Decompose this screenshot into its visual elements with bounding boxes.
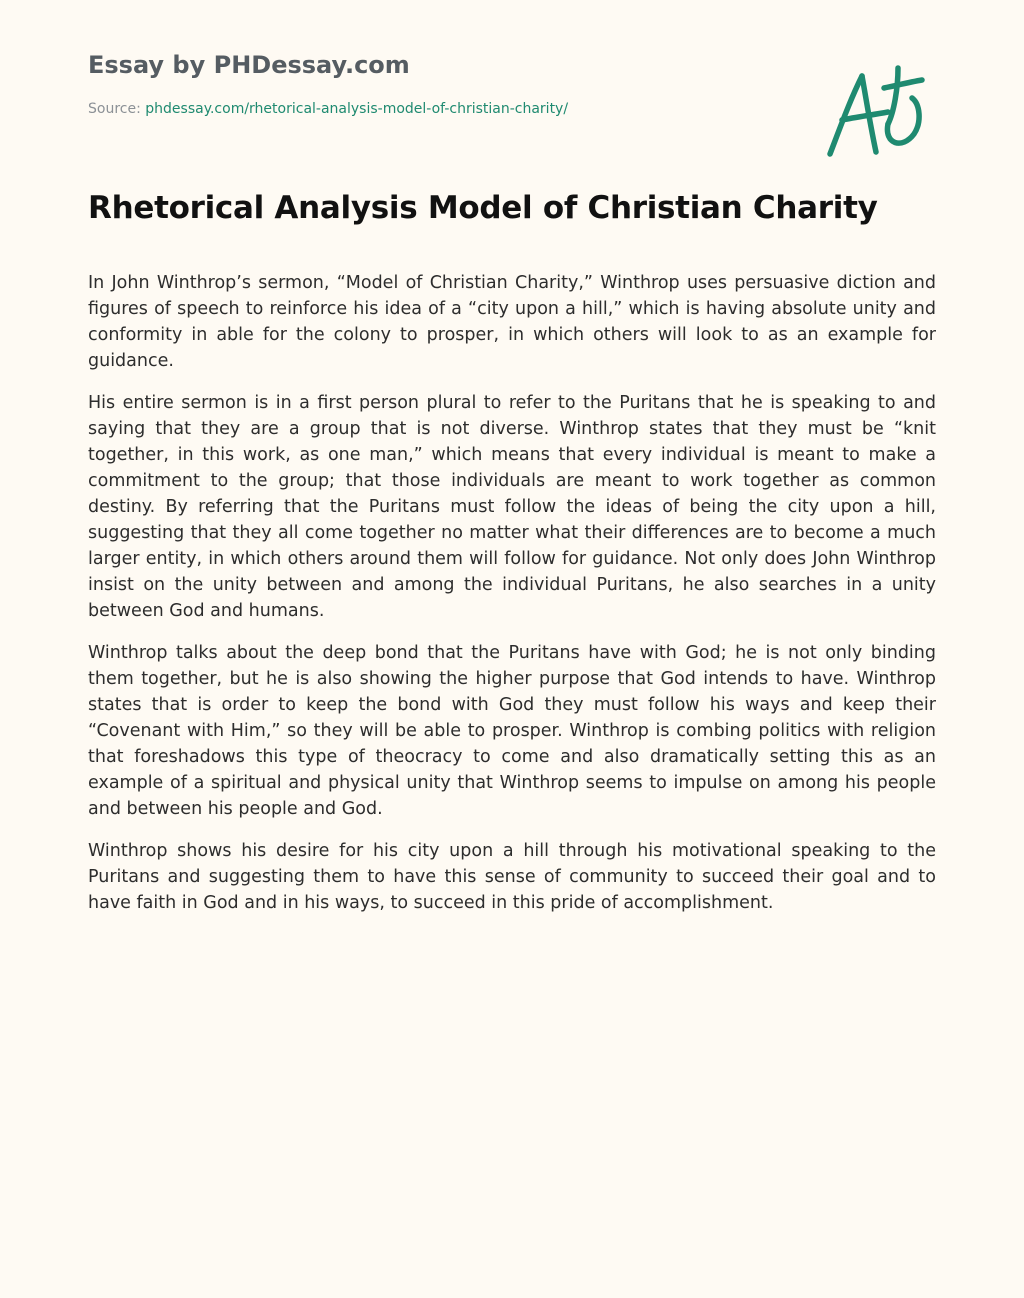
essay-body: [88, 270, 936, 932]
essay-paragraph: His entire sermon is in a first person plural to refer to the Puritans that he is speaking to and saying that they are a group that is not diverse. Winthrop states that they must be “knit together, in this work, as one man,” which means that every individual is meant to make a commitment to the group; that those individuals are meant to work together as common destiny. By referring that the Puritans must follow the ideas of being the city upon a hill, suggesting that they all come together no matter what their differences are to become a much larger entity, in which others around them will follow for guidance. Not only does John Winthrop insist on the unity between and among the individual Puritans, he also searches in a unity between God and humans.: [88, 393, 936, 621]
site-title: Essay by PHDessay.com: [88, 51, 410, 79]
essay-paragraph: In John Winthrop’s sermon, “Model of Christian Charity,” Winthrop uses persuasive diction and figures of speech to reinforce his idea of a “city upon a hill,” which is having absolute unity and conformity in able for the colony to prosper, in which others will look to as an example for guidance.: [88, 273, 936, 371]
essay-paragraph: Winthrop talks about the deep bond that the Puritans have with God; he is not only binding them together, but he is also showing the higher purpose that God intends to have. Winthrop states that is order to keep the bond with God they must follow his ways and keep their “Covenant with Him,” so they will be able to prosper. Winthrop is combing politics with religion that foreshadows this type of theocracy to come and also dramatically setting this as an example of a spiritual and physical unity that Winthrop seems to impulse on among his people and between his people and God.: [88, 643, 936, 819]
essay-paragraph: Winthrop shows his desire for his city upon a hill through his motivational speaking to the Puritans and suggesting them to have this sense of community to succeed their goal and to have faith in God and in his ways, to succeed in this pride of accomplishment.: [88, 841, 936, 913]
source-line: [88, 101, 568, 117]
essay-title: Rhetorical Analysis Model of Christian Charity: [88, 190, 878, 226]
source-link[interactable]: phdessay.com/rhetorical-analysis-model-of-christian-charity/: [145, 101, 569, 117]
source-label: Source:: [88, 101, 146, 117]
a-plus-grade-icon: [822, 62, 932, 162]
